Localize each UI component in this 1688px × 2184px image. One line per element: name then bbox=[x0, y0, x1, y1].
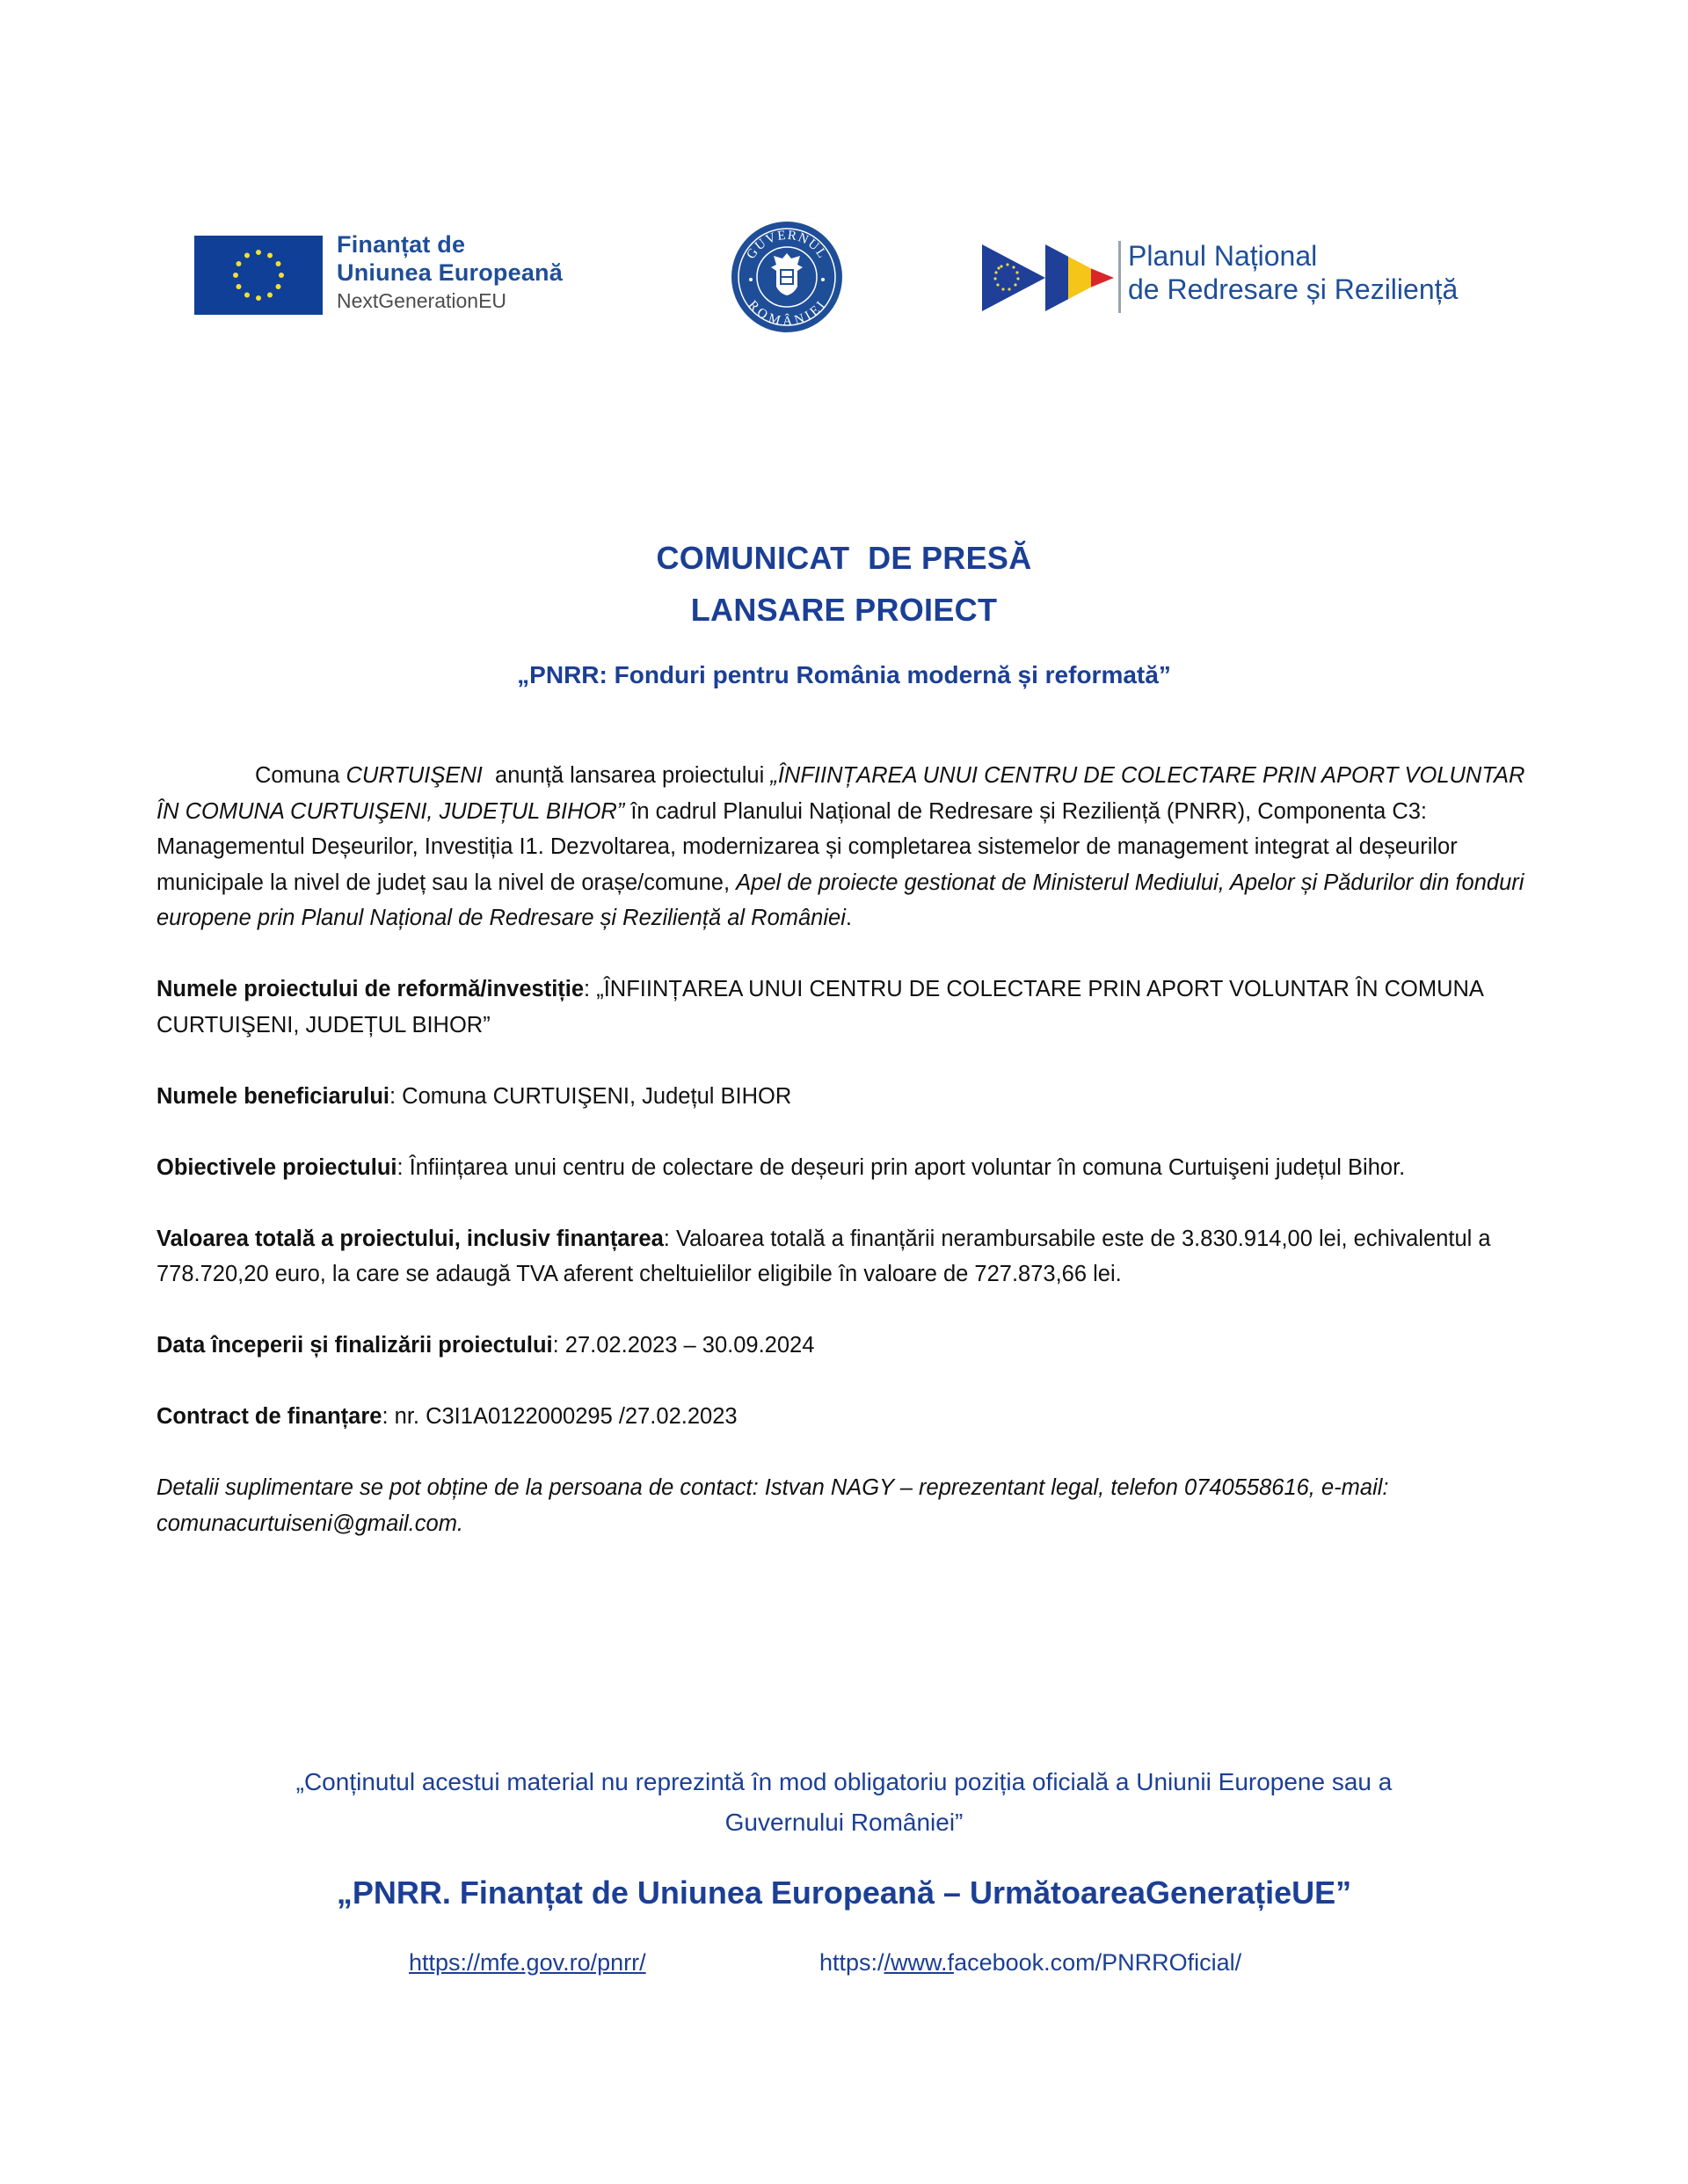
disclaimer-line1: „Conținutul acestui material nu reprezintă în mod obligatoriu poziția oficială a Uniunii Europene sau a bbox=[295, 1768, 1393, 1795]
field-label: Obiectivele proiectului bbox=[156, 1154, 397, 1180]
eu-logo-line1: Finanțat de bbox=[337, 231, 466, 258]
mfe-pnrr-link[interactable]: https://mfe.gov.ro/pnrr/ bbox=[409, 1949, 646, 1976]
field-value: : Comuna CURTUIŞENI, Județul BIHOR bbox=[389, 1083, 792, 1109]
page-subtitle-launch: LANSARE PROIECT bbox=[690, 592, 998, 628]
pnrr-logo-line2: de Redresare și Reziliență bbox=[1128, 273, 1459, 305]
field-label: Numele proiectului de reformă/investiție bbox=[156, 977, 585, 1001]
intro-project-name: „ÎNFIINȚAREA UNUI CENTRU DE COLECTARE PRIN APORT VOLUNTAR ÎN COMUNA CURTUIŞENI, JUDEȚUL BIHOR” bbox=[156, 763, 1525, 824]
body-content bbox=[156, 758, 1528, 1541]
field-label: Numele beneficiarului bbox=[156, 1083, 389, 1109]
pnrr-logo-divider bbox=[1118, 241, 1121, 313]
intro-text-4: . bbox=[845, 906, 852, 930]
intro-call-description: Apel de proiecte gestionat de Ministerul Mediului, Apelor și Pădurilor din fonduri europene prin Planul Național de Redresare și Reziliență al României bbox=[156, 870, 1524, 930]
field-value: : 27.02.2023 – 30.09.2024 bbox=[552, 1333, 815, 1358]
pnrr-slogan: „PNRR. Finanțat de Uniunea Europeană – UrmătoareaGenerațieUE” bbox=[336, 1875, 1352, 1911]
facebook-pnrr-link[interactable]: https://www.facebook.com/PNRROficial/ bbox=[819, 1949, 1242, 1976]
pnrr-arrow-icon bbox=[980, 243, 1117, 313]
field-dates bbox=[156, 1328, 1528, 1364]
eu-disclaimer bbox=[0, 1762, 1688, 1843]
svg-text:GUVERNUL: GUVERNUL bbox=[744, 228, 830, 262]
contact-details: Detalii suplimentare se pot obține de la persoana de contact: Istvan NAGY – reprezentant legal, telefon 0740558616, e-mail: comunacurtuiseni@gmail.com. bbox=[156, 1475, 1389, 1536]
eu-logo-line2: Uniunea Europeană bbox=[337, 259, 563, 286]
svg-text:ROMÂNIEI: ROMÂNIEI bbox=[745, 298, 829, 329]
intro-text-3: în cadrul Planului Național de Redresare și Reziliență (PNRR), Componenta C3: Managementul Deșeurilor, Investiția I1. Dezvoltarea, modernizarea și completarea sistemelor de management integrat al deșeurilor municipale la nivel de județ sau la nivel de orașe/comune, bbox=[156, 798, 1458, 895]
program-tagline: „PNRR: Fonduri pentru România modernă și reformată” bbox=[517, 661, 1171, 688]
field-value: : „ÎNFIINȚAREA UNUI CENTRU DE COLECTARE PRIN APORT VOLUNTAR ÎN COMUNA CURTUIŞENI, JUDEȚUL BIHOR” bbox=[156, 977, 1483, 1037]
intro-municipality: CURTUIŞENI bbox=[346, 763, 483, 788]
eu-funding-logo bbox=[194, 230, 590, 322]
pnrr-logo bbox=[980, 239, 1543, 318]
page-title: COMUNICAT DE PRESĂ bbox=[656, 540, 1032, 576]
field-contract bbox=[156, 1399, 1528, 1435]
field-objectives bbox=[156, 1150, 1528, 1186]
field-value: : nr. C3I1A0122000295 /27.02.2023 bbox=[382, 1404, 738, 1429]
disclaimer-line2: Guvernului României” bbox=[724, 1809, 964, 1836]
field-project-name bbox=[156, 972, 1528, 1043]
field-value: : Valoarea totală a finanțării nerambursabile este de 3.830.914,00 lei, echivalentul a 778.720,20 euro, la care se adaugă TVA aferent cheltuielilor eligibile în valoare de 727.873,66 lei. bbox=[156, 1226, 1491, 1286]
field-value: : Înființarea unui centru de colectare de deșeuri prin aport voluntar în comuna Curtuişeni județul Bihor. bbox=[397, 1154, 1406, 1180]
intro-text-2: anunță lansarea proiectului bbox=[482, 763, 771, 788]
government-seal-icon bbox=[730, 220, 844, 334]
pnrr-logo-line1: Planul Național bbox=[1128, 240, 1318, 272]
field-total-value bbox=[156, 1221, 1528, 1292]
field-beneficiary bbox=[156, 1079, 1528, 1115]
field-label: Valoarea totală a proiectului, inclusiv finanțarea bbox=[156, 1226, 664, 1251]
eu-logo-line3: NextGenerationEU bbox=[337, 289, 507, 312]
field-label: Data începerii și finalizării proiectului bbox=[156, 1333, 553, 1358]
eu-flag-icon bbox=[194, 236, 323, 315]
field-label: Contract de finanțare bbox=[156, 1404, 382, 1429]
intro-text-1: Comuna bbox=[255, 763, 346, 788]
intro-paragraph bbox=[156, 758, 1528, 936]
